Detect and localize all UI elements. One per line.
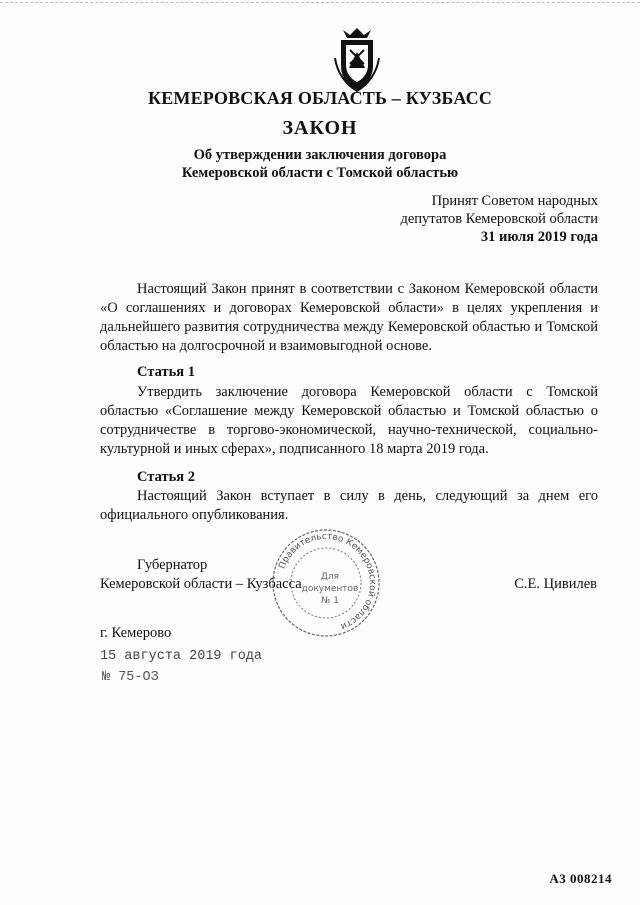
signatory-name: С.Е. Цивилев (514, 576, 597, 592)
city-name: г. Кемерово (100, 625, 172, 641)
adoption-date: 31 июля 2019 года (480, 229, 598, 245)
law-title (0, 146, 640, 182)
registration-number-stamp: № 75-ОЗ (102, 670, 159, 685)
law-title-line-2: Кемеровской области с Томской областью (181, 165, 459, 181)
signatory-region: Кемеровской области – Кузбасса (100, 576, 302, 592)
registration-date-stamp: 15 августа 2019 года (100, 649, 263, 664)
seal-inner-line-1: Для (320, 572, 340, 582)
article-1-heading: Статья 1 (137, 364, 195, 380)
signatory-title: Губернатор (137, 557, 208, 573)
official-seal-stamp (270, 527, 382, 639)
article-1-text: Утвердить заключение договора Кемеровской области с Томской областью «Соглашение между Кемеровской областью и Томской областью о сотрудничестве в торгово-экономической, научно-технической, социально-культурной и иных сферах», подписанного 18 марта 2019 года. (100, 384, 598, 457)
page-top-dashed-line (0, 2, 640, 3)
law-title-line-1: Об утверждении заключения договора (193, 147, 447, 163)
document-type: ЗАКОН (282, 117, 358, 139)
region-name: КЕМЕРОВСКАЯ ОБЛАСТЬ – КУЗБАСС (147, 88, 493, 108)
preamble-paragraph: Настоящий Закон принят в соответствии с Законом Кемеровской области «О соглашениях и договорах Кемеровской области» в целях укрепления и дальнейшего развития сотрудничества между Кемеровской областью и Томской областью на долгосрочной и взаимовыгодной основе. (100, 281, 598, 354)
adoption-block (400, 192, 598, 246)
article-2-text: Настоящий Закон вступает в силу в день, следующий за днем его официального опубликования. (100, 488, 598, 523)
page-serial-code: А3 008214 (549, 871, 612, 886)
seal-ring-text: Правительство Кемеровской области (277, 531, 378, 632)
adoption-line-2: депутатов Кемеровской области (400, 211, 598, 227)
seal-inner-line-2: документов (301, 584, 359, 594)
seal-inner-line-3: № 1 (321, 596, 339, 606)
coat-of-arms-icon (333, 28, 381, 92)
article-2-heading: Статья 2 (137, 469, 195, 485)
adoption-line-1: Принят Советом народных (431, 193, 598, 209)
